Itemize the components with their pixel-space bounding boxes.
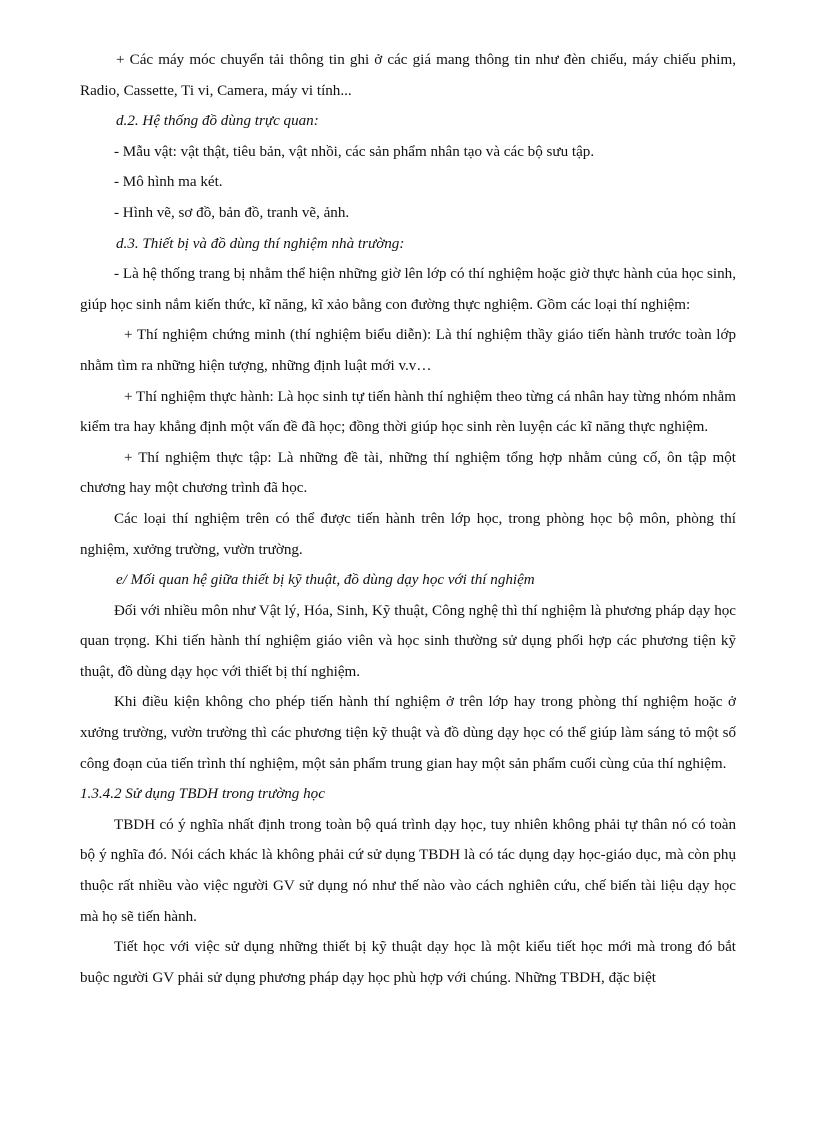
paragraph-experiment-locations: Các loại thí nghiệm trên có thể được tiến hành trên lớp học, trong phòng học bộ môn, phòng thí nghiệm, xưởng trường, vườn trường.	[80, 510, 736, 558]
heading-d3-experiment-equipment: d.3. Thiết bị và đồ dùng thí nghiệm nhà trường:	[116, 235, 405, 252]
list-item-models: - Mô hình ma két.	[114, 174, 223, 191]
paragraph-tbdh-meaning: TBDH có ý nghĩa nhất định trong toàn bộ quá trình dạy học, tuy nhiên không phải tự thân nó có toàn bộ ý nghĩa đó. Nói cách khác là không phải cứ sử dụng TBDH là có tác dụng dạy học-giáo dục, mà còn phụ thuộc rất nhiều vào việc người GV sử dụng nó như thế nào vào cách nghiên cứu, chế biến tài liệu dạy học mà họ sẽ tiến hành.	[80, 816, 736, 925]
heading-1-3-4-2: 1.3.4.2 Sử dụng TBDH trong trường học	[80, 786, 325, 803]
paragraph-lesson-with-equipment: Tiết học với việc sử dụng những thiết bị kỹ thuật dạy học là một kiểu tiết học mới mà trong đó bắt buộc người GV phải sử dụng phương pháp dạy học phù hợp với chúng. Những TBDH, đặc biệt	[80, 939, 736, 986]
paragraph-practical-experiment: + Thí nghiệm thực hành: Là học sinh tự tiến hành thí nghiệm theo từng cá nhân hay từng nhóm nhằm kiểm tra hay khẳng định một vấn đề đã học; đồng thời giúp học sinh rèn luyện các kĩ năng thực nghiệm.	[80, 388, 736, 436]
list-item-specimens: - Mẫu vật: vật thật, tiêu bản, vật nhồi, các sản phẩm nhân tạo và các bộ sưu tập.	[114, 143, 595, 160]
paragraph-media-devices: + Các máy móc chuyển tải thông tin ghi ở các giá mang thông tin như đèn chiếu, máy chiếu phim, Radio, Cassette, Ti vi, Camera, máy vi tính...	[80, 52, 736, 99]
paragraph-demonstration-experiment: + Thí nghiệm chứng minh (thí nghiệm biểu diễn): Là thí nghiệm thầy giáo tiến hành trước toàn lớp nhằm tìm ra những hiện tượng, những định luật mới v.v…	[80, 327, 736, 374]
paragraph-internship-experiment: + Thí nghiệm thực tập: Là những đề tài, những thí nghiệm tổng hợp nhằm củng cố, ôn tập một chương hay một chương trình đã học.	[80, 449, 736, 497]
heading-e-relationship: e/ Mối quan hệ giữa thiết bị kỹ thuật, đồ dùng dạy học với thí nghiệm	[116, 572, 535, 589]
document-page	[80, 45, 736, 993]
paragraph-conditions: Khi điều kiện không cho phép tiến hành thí nghiệm ở trên lớp hay trong phòng thí nghiệm hoặc ở xưởng trường, vườn trường thì các phương tiện kỹ thuật và đồ dùng dạy học có thể giúp làm sáng tỏ một số công đoạn của tiến trình thí nghiệm, một sản phẩm trung gian hay một sản phẩm cuối cùng của thí nghiệm.	[80, 694, 736, 772]
paragraph-subjects-experiment: Đối với nhiều môn như Vật lý, Hóa, Sinh, Kỹ thuật, Công nghệ thì thí nghiệm là phương pháp dạy học quan trọng. Khi tiến hành thí nghiệm giáo viên và học sinh thường sử dụng phối hợp các phương tiện kỹ thuật, đồ dùng dạy học với thiết bị thí nghiệm.	[80, 602, 736, 680]
heading-d2-visual-aids: d.2. Hệ thống đồ dùng trực quan:	[116, 113, 319, 130]
list-item-drawings: - Hình vẽ, sơ đồ, bản đồ, tranh vẽ, ảnh.	[114, 204, 350, 221]
paragraph-experiment-system: - Là hệ thống trang bị nhằm thể hiện những giờ lên lớp có thí nghiệm hoặc giờ thực hành của học sinh, giúp học sinh nắm kiến thức, kĩ năng, kĩ xảo bằng con đường thực nghiệm. Gồm các loại thí nghiệm:	[80, 266, 736, 313]
